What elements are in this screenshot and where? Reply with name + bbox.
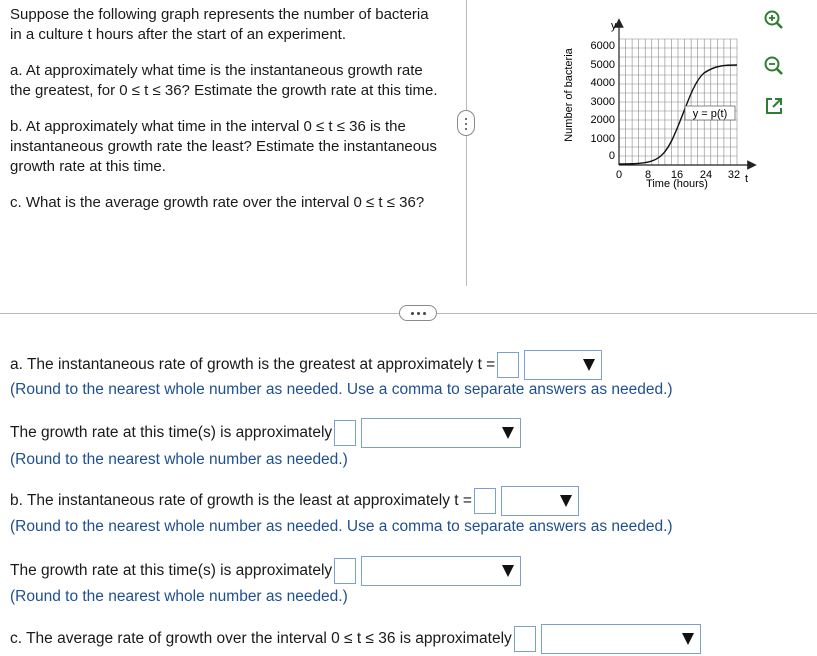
answer-b-rate-unit-select[interactable] bbox=[361, 556, 521, 586]
y-tick-label: 0 bbox=[608, 150, 615, 162]
zoom-out-icon[interactable] bbox=[763, 55, 785, 77]
answer-c-unit-select[interactable] bbox=[541, 624, 701, 654]
answer-a-time-note: (Round to the nearest whole number as needed. Use a comma to separate answers as needed.) bbox=[10, 381, 673, 398]
answer-c-prompt: c. The average rate of growth over the interval 0 ≤ t ≤ 36 is approximately bbox=[10, 630, 512, 647]
x-axis-letter: t bbox=[745, 173, 749, 185]
y-tick-label: 3000 bbox=[590, 96, 615, 108]
answer-a-time-prompt: a. The instantaneous rate of growth is the greatest at approximately t = bbox=[10, 356, 496, 373]
graph-grid bbox=[619, 39, 737, 165]
vertical-resize-handle[interactable] bbox=[457, 110, 475, 136]
curve-label: y = p(t) bbox=[692, 108, 728, 120]
answer-a-time-unit-select[interactable] bbox=[524, 350, 602, 380]
y-axis-label: Number of bacteria bbox=[563, 48, 575, 142]
bacteria-graph bbox=[560, 15, 760, 191]
question-text bbox=[10, 5, 440, 229]
y-tick-label: 4000 bbox=[590, 77, 615, 89]
chevron-down-icon bbox=[502, 565, 514, 577]
y-tick-label: 5000 bbox=[590, 59, 615, 71]
answer-b-time-note: (Round to the nearest whole number as needed. Use a comma to separate answers as needed.) bbox=[10, 518, 673, 535]
answer-b-time-unit-select[interactable] bbox=[501, 486, 579, 516]
vertical-divider bbox=[466, 0, 467, 286]
zoom-in-icon[interactable] bbox=[763, 9, 785, 31]
answer-a-rate-note: (Round to the nearest whole number as needed.) bbox=[10, 451, 348, 468]
question-intro: Suppose the following graph represents the number of bacteria in a culture t hours after the start of an experiment. bbox=[10, 6, 429, 43]
x-tick-label: 24 bbox=[699, 169, 713, 181]
answer-a-time-input[interactable] bbox=[497, 352, 519, 378]
y-tick-label: 6000 bbox=[590, 40, 615, 52]
y-axis-letter: y bbox=[611, 20, 617, 32]
y-tick-label: 1000 bbox=[590, 133, 615, 145]
x-tick-label: 16 bbox=[670, 169, 684, 181]
horizontal-resize-handle[interactable] bbox=[399, 305, 437, 321]
chevron-down-icon bbox=[682, 633, 694, 645]
popout-icon[interactable] bbox=[763, 95, 785, 117]
answer-c-input[interactable] bbox=[514, 626, 536, 652]
x-tick-labels bbox=[616, 169, 740, 181]
x-tick-label: 8 bbox=[644, 169, 652, 181]
answer-b-time-prompt: b. The instantaneous rate of growth is the least at approximately t = bbox=[10, 492, 472, 509]
answer-a-rate-input[interactable] bbox=[334, 420, 356, 446]
chevron-down-icon bbox=[583, 359, 595, 371]
answer-b-rate-prompt: The growth rate at this time(s) is approximately bbox=[10, 562, 333, 579]
question-part-b: b. At approximately what time in the interval 0 ≤ t ≤ 36 is the instantaneous growth rate the least? Estimate the instantaneous growth rate at this time. bbox=[10, 118, 437, 175]
x-tick-label: 32 bbox=[727, 169, 741, 181]
question-part-c: c. What is the average growth rate over the interval 0 ≤ t ≤ 36? bbox=[10, 194, 425, 211]
chevron-down-icon bbox=[502, 427, 514, 439]
y-tick-label: 2000 bbox=[590, 114, 615, 126]
x-axis-label: Time (hours) bbox=[646, 178, 708, 190]
answer-a-rate-unit-select[interactable] bbox=[361, 418, 521, 448]
answer-b-rate-note: (Round to the nearest whole number as needed.) bbox=[10, 588, 348, 605]
y-tick-labels bbox=[591, 40, 615, 162]
answer-b-rate-input[interactable] bbox=[334, 558, 356, 584]
answer-a-rate-prompt: The growth rate at this time(s) is approximately bbox=[10, 424, 333, 441]
answer-b-time-input[interactable] bbox=[474, 488, 496, 514]
question-part-a: a. At approximately what time is the instantaneous growth rate the greatest, for 0 ≤ t ≤ 36? Estimate the growth rate at this time. bbox=[10, 62, 438, 99]
x-tick-label: 0 bbox=[615, 169, 623, 181]
chevron-down-icon bbox=[560, 495, 572, 507]
